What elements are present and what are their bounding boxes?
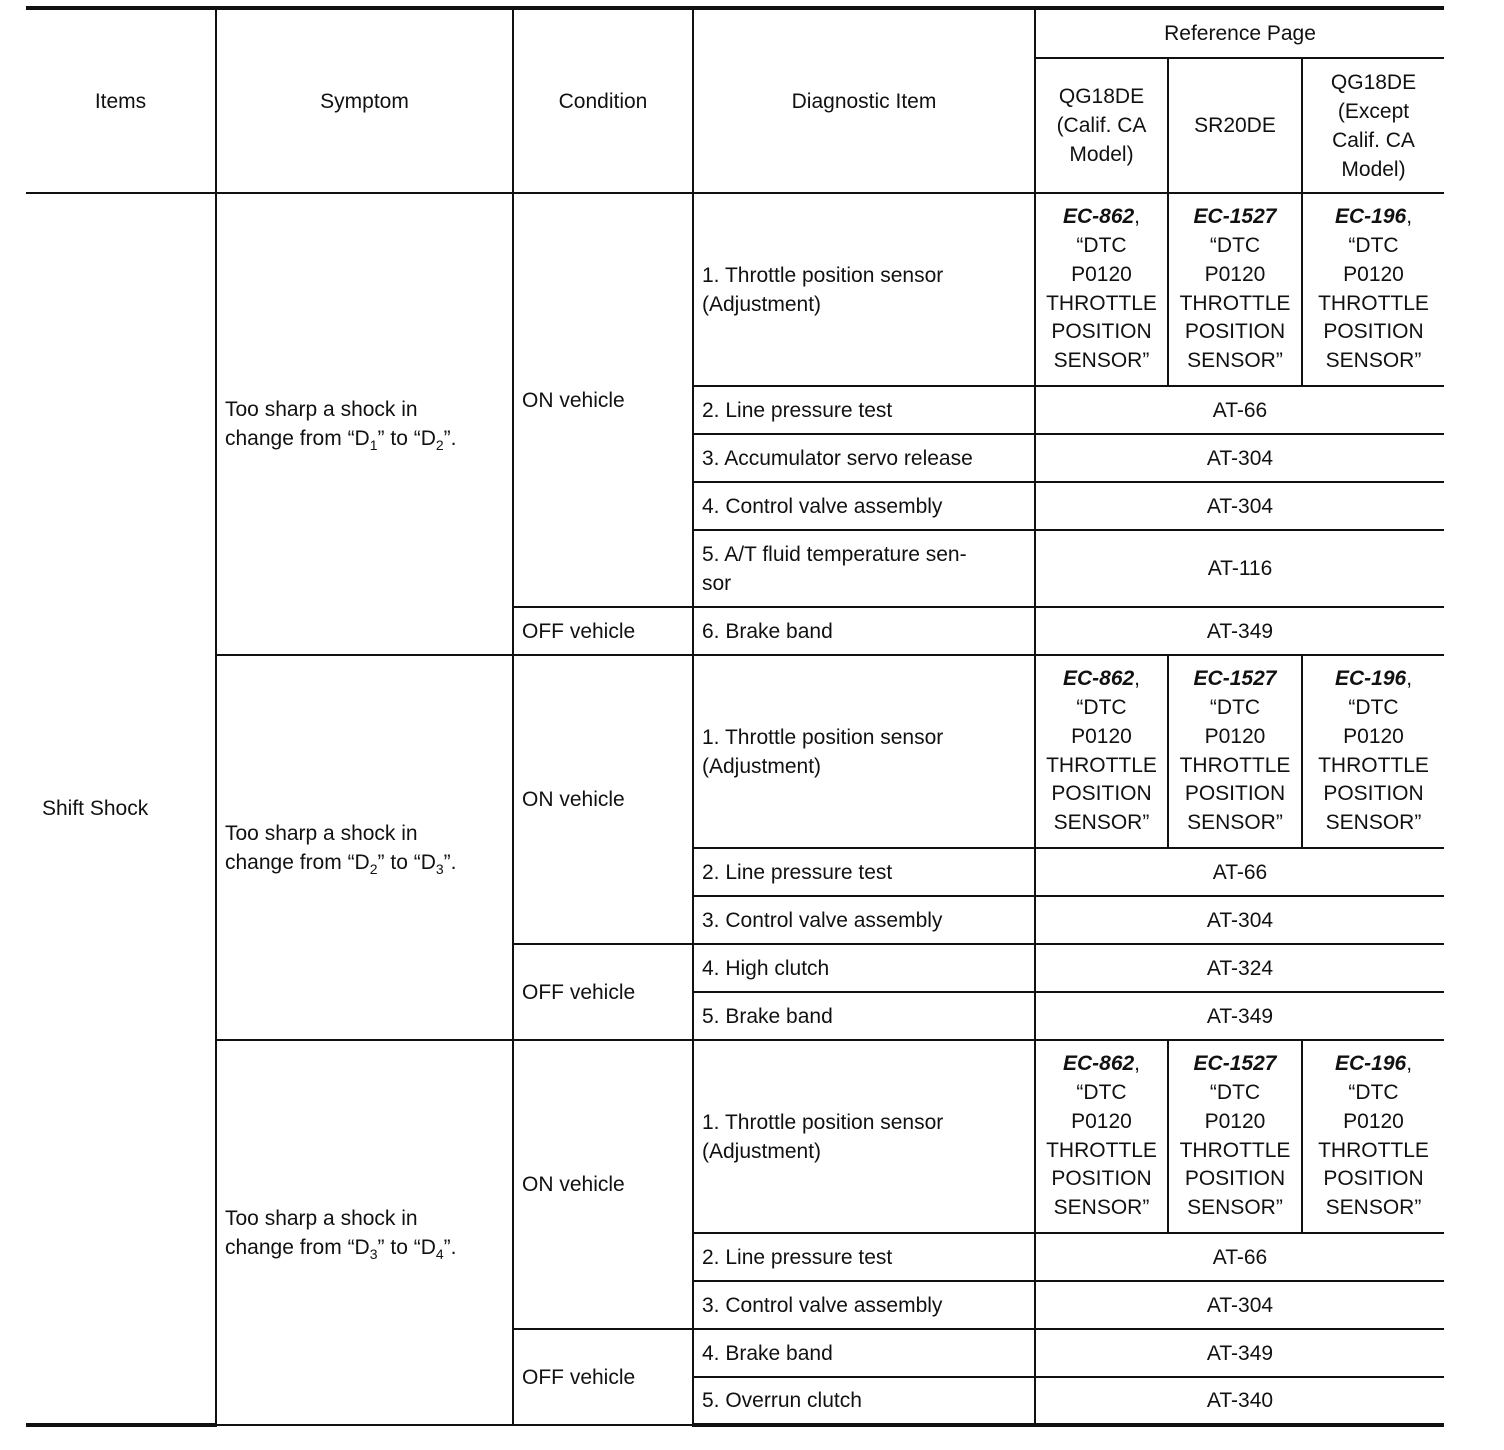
header-ref-qg18de-calif: QG18DE (Calif. CA Model) — [1035, 58, 1168, 193]
diagnostic-item-cell: 2. Line pressure test — [693, 386, 1035, 434]
header-condition: Condition — [513, 8, 693, 193]
reference-page-cell: AT-324 — [1035, 944, 1444, 992]
diagnostic-item-cell: 4. Control valve assembly — [693, 482, 1035, 530]
table-row — [26, 655, 1444, 848]
diagnostic-item-cell: 2. Line pressure test — [693, 1233, 1035, 1281]
reference-code: EC-1527 — [1193, 1052, 1277, 1076]
reference-cell-tps: EC-862, “DTC P0120 THROTTLE POSITION SENSOR” — [1035, 1040, 1168, 1233]
reference-page-cell: AT-349 — [1035, 607, 1444, 655]
reference-page-cell: AT-340 — [1035, 1377, 1444, 1425]
reference-code: EC-862 — [1062, 1052, 1135, 1076]
reference-code: EC-862 — [1062, 205, 1135, 229]
diagnostic-item-cell: 1. Throttle position sensor (Adjustment) — [693, 1040, 1035, 1233]
diagnostic-item-cell: 5. Overrun clutch — [693, 1377, 1035, 1425]
symptom-cell: Too sharp a shock in change from “$D_2$” to “$D_3$”. — [216, 655, 513, 1040]
table-row — [26, 193, 1444, 386]
diagnostic-item-cell: 2. Line pressure test — [693, 848, 1035, 896]
diagnostic-item-cell: 4. Brake band — [693, 1329, 1035, 1377]
reference-page-cell: AT-116 — [1035, 530, 1444, 607]
condition-off-vehicle: OFF vehicle — [513, 607, 693, 655]
table-body — [26, 193, 1444, 1425]
reference-code: EC-1527 — [1193, 667, 1277, 691]
reference-cell-tps: EC-196, “DTC P0120 THROTTLE POSITION SENSOR” — [1302, 193, 1444, 386]
reference-page-cell: AT-349 — [1035, 1329, 1444, 1377]
header-symptom: Symptom — [216, 8, 513, 193]
diagnostic-item-cell: 1. Throttle position sensor (Adjustment) — [693, 655, 1035, 848]
table-row — [26, 1040, 1444, 1233]
reference-page-cell: AT-66 — [1035, 1233, 1444, 1281]
reference-cell-tps: EC-862, “DTC P0120 THROTTLE POSITION SENSOR” — [1035, 193, 1168, 386]
diagnostic-item-cell: 3. Control valve assembly — [693, 1281, 1035, 1329]
condition-on-vehicle: ON vehicle — [513, 1040, 693, 1329]
reference-cell-tps: EC-196, “DTC P0120 THROTTLE POSITION SENSOR” — [1302, 1040, 1444, 1233]
diagnostic-item-cell: 5. A/T fluid temperature sen- sor — [693, 530, 1035, 607]
condition-off-vehicle: OFF vehicle — [513, 944, 693, 1040]
symptom-cell: Too sharp a shock in change from “$D_3$” to “$D_4$”. — [216, 1040, 513, 1425]
header-ref-qg18de-except-calif: QG18DE (Except Calif. CA Model) — [1302, 58, 1444, 193]
reference-code: EC-1527 — [1193, 205, 1277, 229]
reference-cell-tps: EC-862, “DTC P0120 THROTTLE POSITION SENSOR” — [1035, 655, 1168, 848]
diagnostic-item-cell: 6. Brake band — [693, 607, 1035, 655]
diagnostic-item-cell: 5. Brake band — [693, 992, 1035, 1040]
reference-page-cell: AT-304 — [1035, 482, 1444, 530]
reference-page-cell: AT-66 — [1035, 386, 1444, 434]
reference-cell-tps: EC-196, “DTC P0120 THROTTLE POSITION SENSOR” — [1302, 655, 1444, 848]
diagnostic-item-cell: 1. Throttle position sensor (Adjustment) — [693, 193, 1035, 386]
reference-page-cell: AT-304 — [1035, 434, 1444, 482]
table-header — [26, 8, 1444, 193]
reference-cell-tps: EC-1527 “DTC P0120 THROTTLE POSITION SENSOR” — [1168, 193, 1302, 386]
reference-code: EC-196 — [1334, 1052, 1407, 1076]
reference-cell-tps: EC-1527 “DTC P0120 THROTTLE POSITION SENSOR” — [1168, 655, 1302, 848]
diagnostic-item-cell: 4. High clutch — [693, 944, 1035, 992]
condition-off-vehicle: OFF vehicle — [513, 1329, 693, 1425]
shift-shock-diagnostic-table — [26, 6, 1444, 1427]
header-reference-page: Reference Page — [1035, 8, 1444, 58]
reference-cell-tps: EC-1527 “DTC P0120 THROTTLE POSITION SENSOR” — [1168, 1040, 1302, 1233]
header-items: Items — [26, 8, 216, 193]
items-cell: Shift Shock — [26, 193, 216, 1425]
condition-on-vehicle: ON vehicle — [513, 655, 693, 944]
reference-code: EC-196 — [1334, 205, 1407, 229]
header-diagnostic-item: Diagnostic Item — [693, 8, 1035, 193]
diagnostic-table-document — [26, 6, 1444, 1427]
reference-page-cell: AT-66 — [1035, 848, 1444, 896]
symptom-cell: Too sharp a shock in change from “$D_1$” to “$D_2$”. — [216, 193, 513, 655]
reference-page-cell: AT-304 — [1035, 1281, 1444, 1329]
condition-on-vehicle: ON vehicle — [513, 193, 693, 607]
diagnostic-item-cell: 3. Accumulator servo release — [693, 434, 1035, 482]
reference-code: EC-196 — [1334, 667, 1407, 691]
header-ref-sr20de: SR20DE — [1168, 58, 1302, 193]
reference-page-cell: AT-349 — [1035, 992, 1444, 1040]
reference-page-cell: AT-304 — [1035, 896, 1444, 944]
reference-code: EC-862 — [1062, 667, 1135, 691]
diagnostic-item-cell: 3. Control valve assembly — [693, 896, 1035, 944]
